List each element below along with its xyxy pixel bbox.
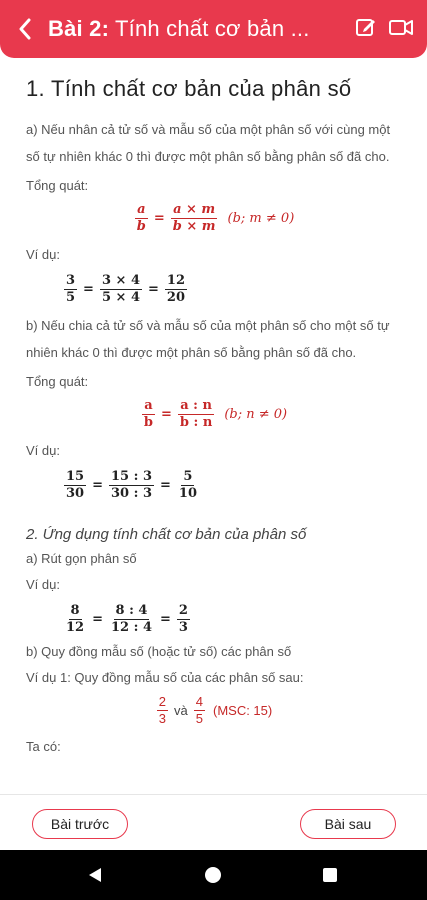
page-title: Bài 2: Tính chất cơ bản ... bbox=[48, 16, 310, 41]
video-icon[interactable] bbox=[389, 16, 413, 43]
example-label: Ví dụ: bbox=[26, 443, 60, 458]
section2-b-text: b) Quy đồng mẫu số (hoặc tử số) các phân số bbox=[26, 644, 292, 659]
nav-home-icon[interactable] bbox=[205, 867, 221, 883]
example1-fractions: $\frac{2}{3}$ và $\frac{4}{5}$ (MSC: 15) bbox=[158, 694, 273, 726]
section2-heading: 2. Ứng dụng tính chất cơ bản của phân số bbox=[26, 526, 307, 543]
back-arrow-icon[interactable] bbox=[18, 15, 38, 43]
general-label: Tổng quát: bbox=[26, 178, 89, 193]
next-lesson-button[interactable]: Bài sau bbox=[300, 809, 396, 839]
section1-heading: 1. Tính chất cơ bản của phân số bbox=[26, 76, 352, 101]
section1-a-text: a) Nếu nhân cả tử số và mẫu số của một phân số với cùng một số tự nhiên khác 0 thì được một phân số bằng phân số đã cho. bbox=[26, 122, 391, 164]
example1-label: Ví dụ 1: Quy đồng mẫu số của các phân số sau: bbox=[26, 670, 304, 685]
section1-b-text: b) Nếu chia cả tử số và mẫu số của một phân số cho một số tự nhiên khác 0 thì được một phân số bằng phân số đã cho. bbox=[26, 318, 390, 360]
lesson-content[interactable] bbox=[0, 58, 427, 794]
we-have-label: Ta có: bbox=[26, 739, 61, 754]
previous-lesson-button[interactable]: Bài trước bbox=[32, 809, 128, 839]
nav-back-icon[interactable] bbox=[88, 867, 102, 888]
lesson-nav-bar bbox=[0, 794, 427, 850]
example-multiply: $\frac{3}{5}$ = $\frac{3 \times 4}{5 \times 4}$ = $\frac{12}{20}$ bbox=[66, 273, 185, 305]
example-reduce: $\frac{8}{12}$ = $\frac{8 : 4}{12 : 4}$ = $\frac{2}{3}$ bbox=[66, 603, 188, 635]
edit-icon[interactable] bbox=[355, 16, 377, 43]
formula-divide: $\frac{a}{b}$ = $\frac{a : n}{b : n}$ (b; n ≠ 0) bbox=[143, 398, 288, 430]
app-header bbox=[0, 0, 427, 58]
example-divide: $\frac{15}{30}$ = $\frac{15 : 3}{30 : 3}$ = $\frac{5}{10}$ bbox=[66, 469, 197, 501]
general-label: Tổng quát: bbox=[26, 374, 89, 389]
system-nav-bar bbox=[0, 850, 427, 900]
example-label: Ví dụ: bbox=[26, 577, 60, 592]
formula-multiply: $\frac{a}{b}$ = $\frac{a \times m}{b \times m}$ (b; m ≠ 0) bbox=[136, 202, 295, 234]
section2-a-text: a) Rút gọn phân số bbox=[26, 551, 137, 566]
example-label: Ví dụ: bbox=[26, 247, 60, 262]
nav-recents-icon[interactable] bbox=[323, 868, 337, 882]
